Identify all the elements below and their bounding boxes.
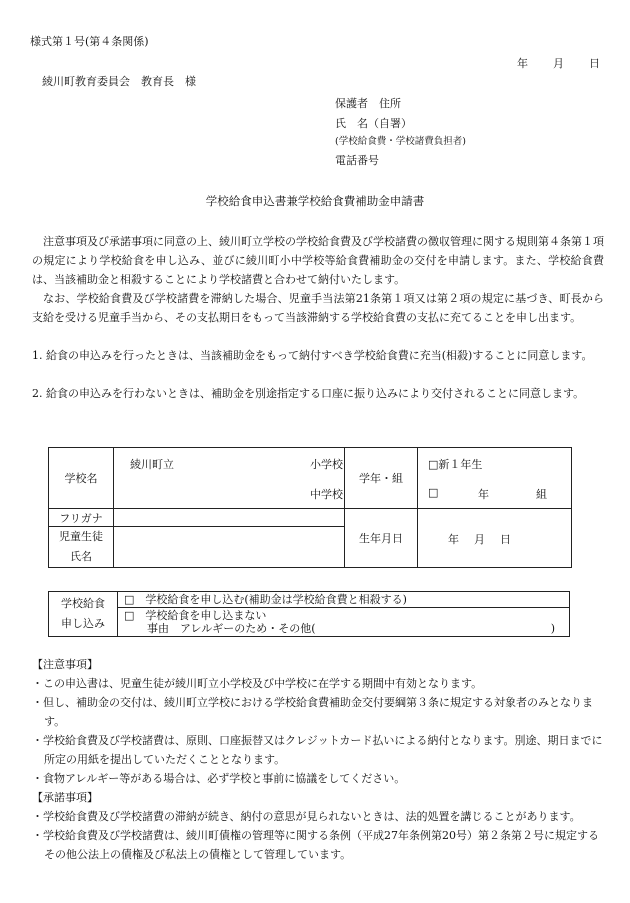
junior-label: 中学校 <box>310 488 343 501</box>
addressee: 綾川町教育委員会 教育長 様 <box>42 75 196 88</box>
apply-option[interactable]: □ 学校給食を申し込む(補助金は学校給食費と相殺する) <box>118 592 570 608</box>
student-name-label <box>49 527 114 568</box>
applicant-note: (学校給食費・学校諸費負担者) <box>335 136 466 147</box>
student-label-line1: 児童生徒 <box>59 530 103 543</box>
grade-field[interactable] <box>418 448 572 509</box>
paragraph-1: 注意事項及び承諾事項に同意の上、綾川町立学校の学校給食費及び学校諸費の徴収管理に関する規則第４条第１項の規定により学校給食を申し込み、並びに綾川町小中学校等給食費補助金の交付を申請します。また、学校給食費は、当該補助金と相殺することにより学校諸費と合わせて納付いたします。 <box>32 235 604 286</box>
school-label: 学校名 <box>49 448 114 509</box>
birth-field[interactable] <box>418 509 572 568</box>
date-month: 月 <box>553 57 564 70</box>
notes-section <box>32 655 607 864</box>
grade-label: 学年・組 <box>345 448 418 509</box>
note-item: ・食物アレルギー等がある場合は、必ず学校と事前に協議をしてください。 <box>32 772 406 785</box>
class-label: 組 <box>536 488 547 501</box>
consent-item-1: 1. 給食の申込みを行ったときは、当該補助金をもって納付すべき学校給食費に充当(相殺)することに同意します。 <box>32 349 593 362</box>
applicant-name: 氏 名（自署） <box>335 117 412 130</box>
applicant-address: 保護者 住所 <box>335 97 401 110</box>
consent-item-2: 2. 給食の申込みを行わないときは、補助金を別途指定する口座に振り込みにより交付されることに同意します。 <box>32 387 585 400</box>
furigana-field[interactable] <box>114 509 345 527</box>
meal-label-line2: 申し込み <box>61 617 105 630</box>
grade-checkbox[interactable]: □ <box>428 486 439 499</box>
student-name-field[interactable] <box>114 527 345 568</box>
new-first-grade-checkbox[interactable]: □新１年生 <box>428 458 483 471</box>
consent-item: ・学校給食費及び学校諸費の滞納が続き、納付の意思が見られないときは、法的処置を講じることがあります。 <box>32 810 581 823</box>
student-info-table <box>48 447 572 568</box>
meal-label-line1: 学校給食 <box>61 597 105 610</box>
school-name-field[interactable] <box>114 448 345 509</box>
birth-year: 年 <box>448 533 459 546</box>
town-label: 綾川町立 <box>130 458 174 471</box>
notes-heading: 【注意事項】 <box>32 658 98 671</box>
date-day: 日 <box>589 57 600 70</box>
meal-label <box>49 592 118 637</box>
consent-heading: 【承諾事項】 <box>32 791 98 804</box>
reason-label: 事由 アレルギーのため・その他( <box>147 622 316 635</box>
note-item: ・学校給食費及び学校諸費は、原則、口座振替又はクレジットカード払いによる納付となります。別途、期日までに所定の用紙を提出していただくこととなります。 <box>32 734 603 766</box>
paragraph-2: なお、学校給食費及び学校諸費を滞納した場合、児童手当法第21条第１項又は第２項の規定に基づき、町長から支給を受ける児童手当から、その支払期日をもって当該滞納する学校給食費の支払に充てることを申し出ます。 <box>32 292 604 324</box>
document-title: 学校給食申込書兼学校給食費補助金申請書 <box>205 194 425 208</box>
note-item: ・この申込書は、児童生徒が綾川町立小学校及び中学校に在学する期間中有効となります。 <box>32 677 483 690</box>
birth-month: 月 <box>474 533 485 546</box>
decline-option[interactable] <box>118 608 570 637</box>
note-item: ・但し、補助金の交付は、綾川町立学校における学校給食費補助金交付要綱第３条に規定する対象者のみとなります。 <box>32 696 593 728</box>
elementary-label: 小学校 <box>310 458 343 471</box>
student-label-line2: 氏名 <box>70 550 92 563</box>
year-label: 年 <box>478 488 489 501</box>
meal-application-table <box>48 591 570 637</box>
consent-item: ・学校給食費及び学校諸費は、綾川町債権の管理等に関する条例（平成27年条例第20号）第２条第２号に規定するその他公法上の債権及び私法上の債権として管理しています。 <box>32 829 599 861</box>
furigana-label: フリガナ <box>49 509 114 527</box>
date-year: 年 <box>517 57 528 70</box>
birth-label: 生年月日 <box>345 509 418 568</box>
decline-option-label: □ 学校給食を申し込まない <box>124 609 267 622</box>
form-number: 様式第１号(第４条関係) <box>30 35 149 48</box>
reason-close: ) <box>550 622 555 635</box>
applicant-phone: 電話番号 <box>335 154 379 167</box>
birth-day: 日 <box>500 533 511 546</box>
